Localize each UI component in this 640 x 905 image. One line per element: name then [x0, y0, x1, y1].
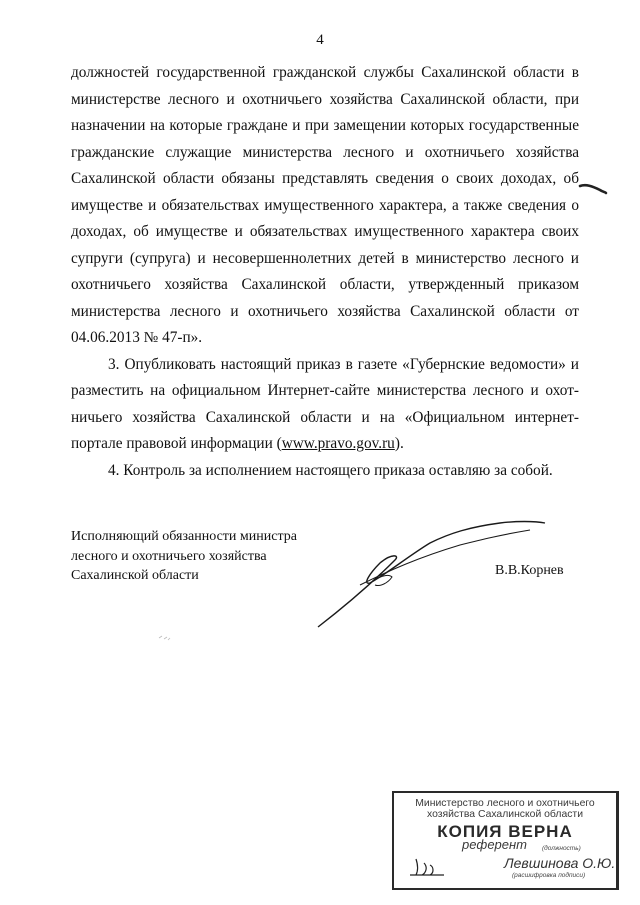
stamp-position-handwritten: референт — [462, 837, 527, 852]
stamp-position-caption: (должность) — [542, 845, 581, 852]
ink-mark — [578, 180, 608, 196]
paragraph-3 — [71, 352, 579, 458]
paragraph-3-end: ). — [394, 435, 404, 452]
stamp-ministry-line-1: Министерство лесного и охотничьего — [415, 798, 595, 809]
signatory-line-2: лесного и охотничьего хозяйства — [71, 548, 267, 564]
signatory-line-3: Сахалинской области — [71, 568, 199, 583]
signatory-name: В.В.Корнев — [495, 563, 564, 578]
pravo-link[interactable]: www.pravo.gov.ru — [281, 435, 395, 452]
signatory-line-1: Исполняющий обязанности министра — [71, 529, 297, 544]
page-number: 4 — [316, 32, 324, 48]
stamp-signature — [404, 855, 494, 881]
paragraph-continuation: должностей государственной гражданской службы Сахалинской области в министерстве лесного и охотничьего хозяйства Сахалинской области, при назначении на которые граждане и при замещении которых государственные гражданские служащие министерства лесного и охотничьего хозяйства Сахалинской области обязаны представлять сведения о своих доходах, об имуществе и обязательствах имущественного характера, а также сведения о доходах, об имуществе и обязательствах имущественного характера своих супруги (супруга) и несовершеннолетних детей в министерство лесного и охотничьего хозяйства Сахалинской области, утвержденный приказом министерства лесного и охотничьего хозяйства Сахалинской области от 04.06.2013 № 47-п». — [71, 64, 579, 346]
stamp-ministry-line-2: хозяйства Сахалинской области — [426, 809, 583, 820]
scan-speck — [158, 633, 172, 643]
stamp-title: КОПИЯ ВЕРНА — [437, 822, 573, 841]
paragraph-4: 4. Контроль за исполнением настоящего приказа оставляю за собой. — [108, 461, 553, 479]
stamp-fio-handwritten: Левшинова О.Ю. — [504, 855, 616, 871]
signatory-position — [71, 527, 297, 586]
copy-certified-stamp — [392, 791, 619, 890]
stamp-fio-caption: (расшифровка подписи) — [512, 872, 586, 879]
document-body — [71, 60, 579, 484]
paragraph-3-text: 3. Опубликовать настоящий приказ в газете «Губернские ведомости» и разместить на официальном Интернет-сайте министерства лесного и охот-ничьего хозяйства Сахалинской области и на «Официальном интернет-портале правовой информации ( — [71, 355, 579, 452]
